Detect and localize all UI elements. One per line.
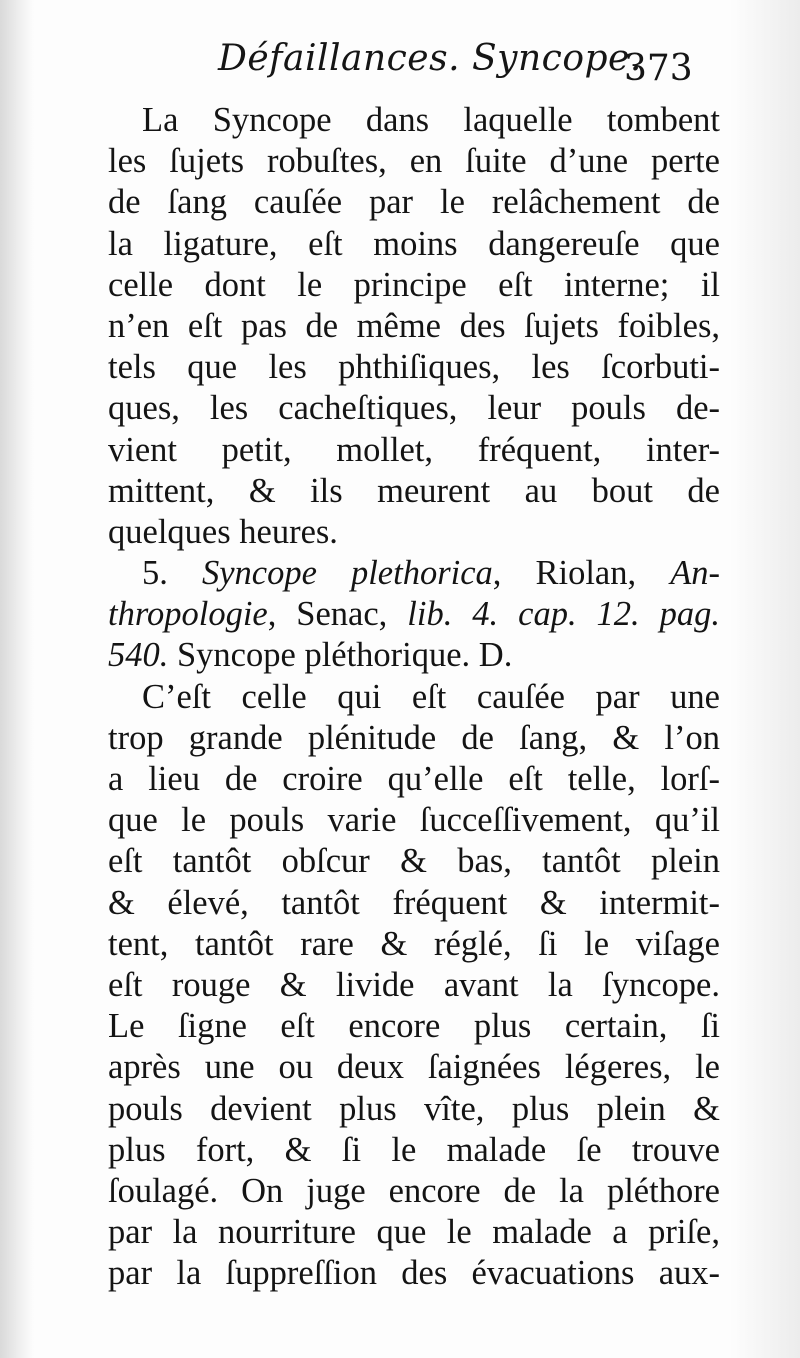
text-line: C’eſt celle qui eſt cauſée par une — [142, 677, 720, 716]
text-line: ques, les cacheſtiques, leur pouls de- — [108, 389, 720, 428]
text-line: après une ou deux ſaignées légeres, le — [108, 1048, 720, 1087]
text-line: la ligature, eſt moins dangereuſe que — [108, 224, 720, 263]
text-line: vient petit, mollet, fréquent, inter- — [108, 430, 720, 469]
entry-work-title: thropologie — [108, 595, 268, 634]
page-number: 373 — [624, 48, 693, 89]
body-text — [108, 100, 720, 1294]
entry-french-name: Syncope pléthorique. D. — [168, 636, 513, 675]
text-line: eſt tantôt obſcur & bas, tantôt plein — [108, 842, 720, 881]
text-line: eſt rouge & livide avant la ſyncope. — [108, 965, 720, 1004]
entry-reference: lib. 4. cap. 12. pag. — [407, 595, 720, 634]
running-head: Défaillances. Syncope. — [218, 38, 642, 79]
entry-heading-line — [108, 594, 720, 635]
text-line: celle dont le principe eſt interne; il — [108, 265, 720, 304]
text-line: tent, tantôt rare & réglé, ſi le viſage — [108, 924, 720, 963]
text-line: La Syncope dans laquelle tombent — [142, 101, 720, 139]
text-line: a lieu de croire qu’elle eſt telle, lorſ- — [108, 760, 720, 798]
text-line: trop grande plénitude de ſang, & l’on — [108, 718, 720, 757]
text-line: ſoulagé. On juge encore de la pléthore — [108, 1171, 720, 1210]
text-line: pouls devient plus vîte, plus plein & — [108, 1089, 720, 1128]
entry-heading-line — [108, 635, 720, 676]
text-line: quelques heures. — [108, 512, 338, 551]
text-line: les ſujets robuſtes, en ſuite d’une perte — [108, 142, 720, 181]
page-edge-shadow — [730, 0, 800, 1358]
entry-separator: , Senac, — [267, 595, 408, 634]
entry-work-title: An- — [670, 554, 721, 593]
text-line: Le ſigne eſt encore plus certain, ſi — [108, 1007, 720, 1046]
text-line: & élevé, tantôt fréquent & intermit- — [108, 883, 720, 922]
text-line: plus fort, & ſi le malade ſe trouve — [108, 1130, 720, 1169]
text-line: tels que les phthiſiques, les ſcorbuti- — [108, 348, 720, 387]
text-line: n’en eſt pas de même des ſujets foibles, — [108, 306, 720, 345]
entry-page: 540. — [108, 636, 169, 675]
entry-heading-line — [108, 553, 720, 594]
binding-shadow — [0, 0, 34, 1358]
entry-separator: , Riolan, — [492, 554, 671, 593]
text-line: que le pouls varie ſucceſſivement, qu’il — [108, 801, 720, 840]
text-line: de ſang cauſée par le relâchement de — [108, 183, 720, 222]
text-line: par la nourriture que le malade a priſe, — [108, 1213, 720, 1252]
entry-number: 5. — [142, 554, 168, 593]
entry-latin-name: Syncope plethorica — [201, 554, 493, 593]
text-line: par la ſuppreſſion des évacuations aux- — [108, 1254, 720, 1293]
text-line: mittent, & ils meurent au bout de — [108, 471, 720, 510]
